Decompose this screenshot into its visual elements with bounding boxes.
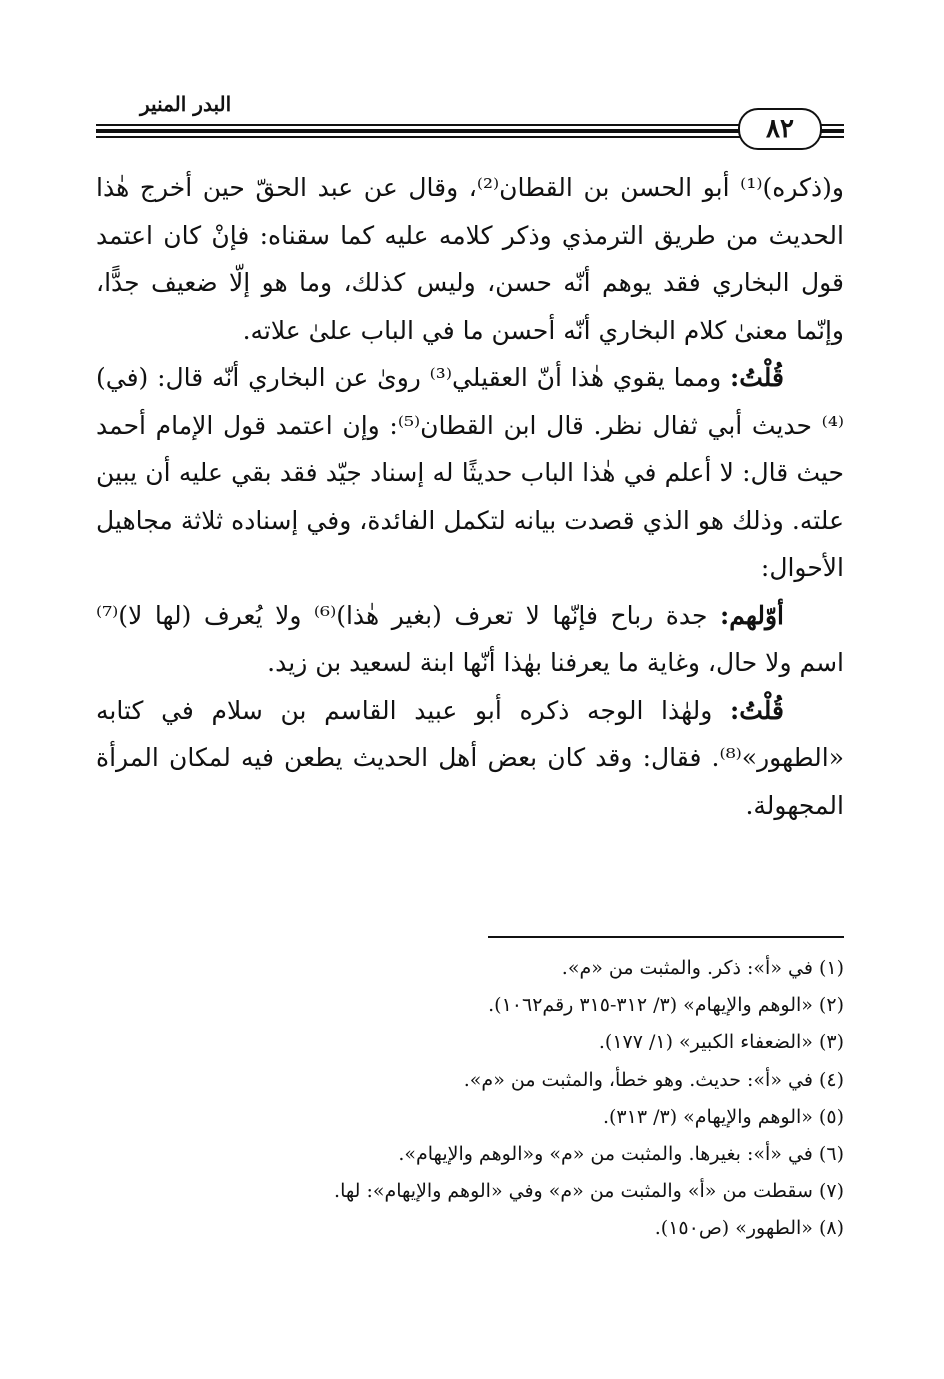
- paragraph-text: ولهٰذا الوجه ذكره أبو عبيد القاسم بن سلام في كتابه «الطهور»⁽⁸⁾. فقال: وقد كان بعض أهل الحديث يطعن فيه لمكان المرأة المجهولة.: [96, 695, 844, 820]
- paragraph-lead: قُلْتُ:: [729, 695, 784, 725]
- paragraph-lead: أوّلهم:: [719, 600, 784, 630]
- footnote: (٢) «الوهم والإيهام» (٣/ ٣١٢-٣١٥ رقم١٠٦٢).: [488, 994, 844, 1017]
- page-number: ٨٢: [766, 114, 794, 144]
- paragraph-lead: قُلْتُ:: [729, 363, 784, 392]
- footnote: (١) في «أ»: ذكر. والمثبت من «م».: [561, 957, 844, 979]
- footnotes: [96, 950, 844, 1248]
- footnote: (٦) في «أ»: بغيرها. والمثبت من «م» و«الوهم والإيهام».: [398, 1143, 844, 1166]
- footnote: (٨) «الطهور» (ص١٥٠).: [654, 1217, 844, 1240]
- page-header: [96, 86, 844, 156]
- footnote: (٣) «الضعفاء الكبير» (١/ ١٧٧).: [598, 1031, 844, 1054]
- paragraph: [96, 592, 844, 687]
- paragraph: [96, 354, 844, 592]
- footnote-separator: [488, 936, 844, 938]
- paragraph: [96, 164, 844, 354]
- paragraph-text: ومما يقوي هٰذا أنّ العقيلي⁽³⁾ روىٰ عن البخاري أنّه قال: (في)⁽⁴⁾ حديث أبي ثفال نظر. قال ابن القطان⁽⁵⁾: وإن اعتمد قول الإمام أحمد حيث قال: لا أعلم في هٰذا الباب حديثًا له إسناد جيّد فقد بقي عليه أن يبين علته. وذلك هو الذي قصدت بيانه لتكمل الفائدة، وفي إسناده ثلاثة مجاهيل الأحوال:: [96, 363, 844, 582]
- page-number-badge: [738, 108, 822, 150]
- header-rule-middle: [96, 129, 844, 133]
- footnote: (٧) سقطت من «أ» والمثبت من «م» وفي «الوهم والإيهام»: لها.: [334, 1180, 844, 1203]
- header-rule-bottom: [96, 136, 844, 138]
- footnote: (٥) «الوهم والإيهام» (٣/ ٣١٣).: [602, 1105, 844, 1128]
- paragraph-text: و(ذكره)⁽¹⁾ أبو الحسن بن القطان⁽²⁾، وقال عن عبد الحقّ حين أخرج هٰذا الحديث من طريق الترمذي وذكر كلامه عليه كما سقناه: فإنْ كان اعتمد قول البخاري فقد يوهم أنّه حسن، وليس كذلك، وما هو إلّا ضعيف جدًّا، وإنّما معنىٰ كلام البخاري أنّه أحسن ما في الباب علىٰ علاته.: [96, 173, 844, 345]
- header-rule-top: [96, 124, 844, 126]
- running-book-title: البدر المنير: [136, 92, 235, 116]
- main-text: [96, 164, 844, 829]
- paragraph-text: جدة رباح فإنّها لا تعرف (بغير هٰذا)⁽⁶⁾ ولا يُعرف (لها لا)⁽⁷⁾ اسم ولا حال، وغاية ما يعرفنا بهٰذا أنّها ابنة لسعيد بن زيد.: [96, 600, 844, 677]
- footnote: (٤) في «أ»: حديث. وهو خطأ، والمثبت من «م».: [463, 1068, 844, 1091]
- paragraph: [96, 687, 844, 830]
